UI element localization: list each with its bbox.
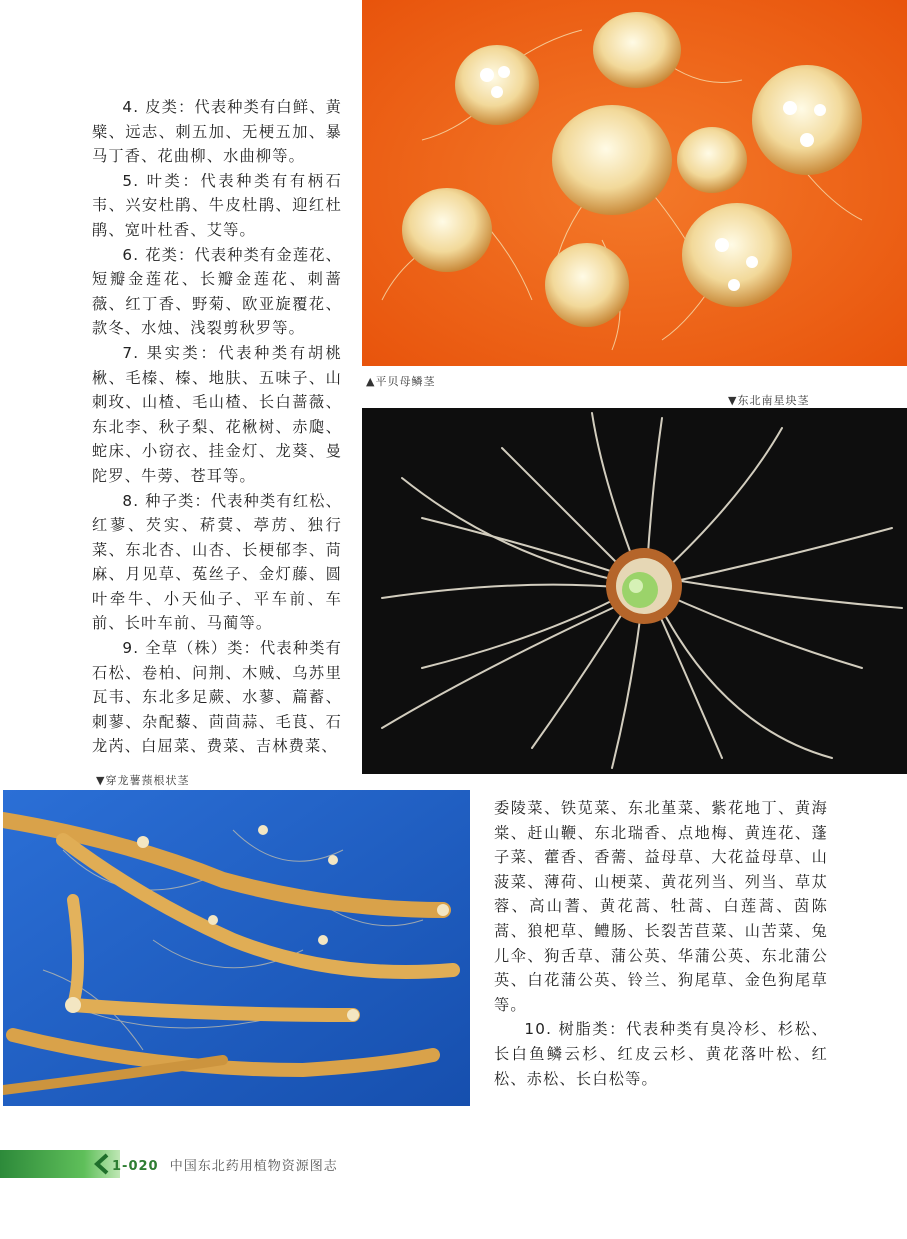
bulbs-illustration	[362, 0, 907, 366]
rhizome-illustration	[3, 790, 470, 1106]
paragraph-fruit: 7. 果实类：代表种类有胡桃楸、毛榛、榛、地肤、五味子、山刺玫、山楂、毛山楂、长白蔷薇、东北李、秋子梨、花楸树、赤瓟、蛇床、小窃衣、挂金灯、龙葵、曼陀罗、牛蒡、苍耳等。	[92, 343, 342, 485]
corm-illustration	[362, 408, 907, 774]
photo-arisaema-corm	[362, 408, 907, 774]
footer	[112, 1155, 338, 1174]
caption-corm: ▼东北南星块茎	[728, 394, 810, 407]
right-text-column	[494, 796, 828, 1091]
photo-fritillaria-bulbs	[362, 0, 907, 366]
book-title: 中国东北药用植物资源图志	[169, 1159, 338, 1174]
paragraph-leaf: 5. 叶类：代表种类有有柄石韦、兴安杜鹃、牛皮杜鹃、迎红杜鹃、宽叶杜香、艾等。	[92, 171, 342, 239]
corm-body	[606, 548, 682, 624]
footer-chevron-icon	[92, 1153, 110, 1175]
paragraph-resin: 10. 树脂类：代表种类有臭冷杉、杉松、长白鱼鳞云杉、红皮云杉、黄花落叶松、红松、赤松、长白松等。	[494, 1020, 828, 1088]
caption-bulbs: ▲平贝母鳞茎	[366, 375, 436, 388]
page-number: 1-020	[112, 1159, 159, 1174]
paragraph-whole-herb-continued: 委陵菜、铁苋菜、东北堇菜、紫花地丁、黄海棠、赶山鞭、东北瑞香、点地梅、黄连花、蓬子菜、藿香、香薷、益母草、大花益母草、山菠菜、薄荷、山梗菜、黄花列当、列当、草苁蓉、高山蓍、黄花蒿、牡蒿、白莲蒿、茵陈蒿、狼杷草、鳢肠、长裂苦苣菜、山苦菜、兔儿伞、狗舌草、蒲公英、华蒲公英、东北蒲公英、白花蒲公英、铃兰、狗尾草、金色狗尾草等。	[494, 799, 828, 1014]
left-text-column	[92, 95, 342, 759]
paragraph-whole-herb: 9. 全草（株）类：代表种类有石松、卷柏、问荆、木贼、乌苏里瓦韦、东北多足蕨、水蓼、萹蓄、刺蓼、杂配藜、茴茴蒜、毛茛、石龙芮、白屈菜、费菜、吉林费菜、	[92, 639, 342, 756]
paragraph-seed: 8. 种子类：代表种类有红松、红蓼、芡实、菥蓂、葶苈、独行菜、东北杏、山杏、长梗郁李、苘麻、月见草、菟丝子、金灯藤、圆叶牵牛、小天仙子、平车前、车前、长叶车前、马蔺等。	[92, 491, 342, 633]
photo-dioscorea-rhizome	[3, 790, 470, 1106]
paragraph-bark: 4. 皮类：代表种类有白鲜、黄檗、远志、刺五加、无梗五加、暴马丁香、花曲柳、水曲柳等。	[92, 98, 342, 166]
caption-rhizome: ▼穿龙薯蓣根状茎	[96, 774, 190, 787]
paragraph-flower: 6. 花类：代表种类有金莲花、短瓣金莲花、长瓣金莲花、刺蔷薇、红丁香、野菊、欧亚旋覆花、款冬、水烛、浅裂剪秋罗等。	[92, 245, 342, 338]
